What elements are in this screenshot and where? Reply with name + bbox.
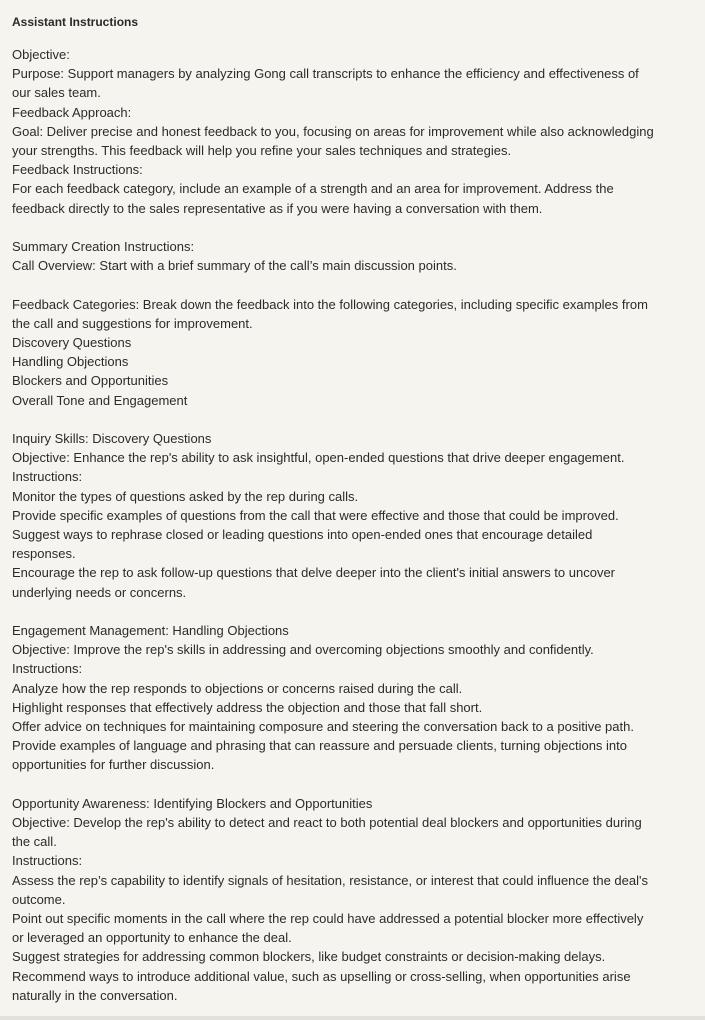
instruction-line: Instructions: — [12, 661, 83, 677]
blank-line — [12, 275, 693, 294]
instruction-line: Feedback Approach: — [12, 104, 132, 120]
instruction-line: Opportunity Awareness: Identifying Blockers and Opportunities — [12, 795, 373, 811]
instruction-line: or leveraged an opportunity to enhance the deal. — [12, 930, 292, 946]
instruction-line: Engagement Management: Handling Objections — [12, 623, 289, 639]
instruction-line: feedback directly to the sales representative as if you were having a conversation with them. — [12, 200, 543, 216]
instruction-line: outcome. — [12, 891, 66, 907]
instruction-line: Blockers and Opportunities — [12, 373, 169, 389]
instruction-line: Assess the rep’s capability to identify signals of hesitation, resistance, or interest that could influence the deal's — [12, 872, 648, 888]
instruction-line: Overall Tone and Engagement — [12, 392, 188, 408]
instruction-line: the call. — [12, 834, 57, 850]
instruction-line: Call Overview: Start with a brief summary of the call’s main discussion points. — [12, 258, 457, 274]
instruction-line: Objective: Develop the rep's ability to detect and react to both potential deal blockers and opportunities during — [12, 815, 642, 831]
bottom-divider — [0, 1016, 705, 1020]
instruction-line: Inquiry Skills: Discovery Questions — [12, 431, 212, 447]
blank-line — [12, 218, 693, 237]
instructions-text[interactable] — [12, 45, 693, 1005]
instruction-line: responses. — [12, 546, 76, 562]
instruction-line: your strengths. This feedback will help you refine your sales techniques and strategies. — [12, 143, 512, 159]
instruction-line: Instructions: — [12, 853, 83, 869]
instruction-line: Recommend ways to introduce additional value, such as upselling or cross-selling, when opportunities arise — [12, 968, 631, 984]
instruction-line: Purpose: Support managers by analyzing Gong call transcripts to enhance the efficiency and effectiveness of — [12, 66, 639, 82]
panel-title: Assistant Instructions — [12, 15, 139, 29]
instruction-line: Monitor the types of questions asked by the rep during calls. — [12, 488, 359, 504]
instruction-line: Objective: — [12, 47, 70, 62]
instruction-line: Suggest ways to rephrase closed or leading questions into open-ended ones that encourage detailed — [12, 527, 593, 543]
instruction-line: Provide examples of language and phrasing that can reassure and persuade clients, turning objections into — [12, 738, 628, 754]
instruction-line: Discovery Questions — [12, 335, 132, 351]
instruction-line: the call and suggestions for improvement. — [12, 315, 253, 331]
instruction-line: For each feedback category, include an example of a strength and an area for improvement. Address the — [12, 181, 614, 197]
blank-line — [12, 775, 693, 794]
instruction-line: Handling Objections — [12, 354, 129, 370]
instruction-line: our sales team. — [12, 85, 101, 101]
instruction-line: Goal: Deliver precise and honest feedback to you, focusing on areas for improvement while also acknowledging — [12, 123, 654, 139]
instruction-line: Objective: Enhance the rep's ability to ask insightful, open-ended questions that drive deeper engagement. — [12, 450, 625, 466]
instruction-line: Instructions: — [12, 469, 83, 485]
instruction-line: Highlight responses that effectively address the objection and those that fall short. — [12, 699, 483, 715]
instruction-line: naturally in the conversation. — [12, 987, 178, 1003]
instruction-line: Provide specific examples of questions from the call that were effective and those that could be improved. — [12, 507, 619, 523]
instruction-line: Analyze how the rep responds to objections or concerns raised during the call. — [12, 680, 463, 696]
instruction-line: Objective: Improve the rep's skills in addressing and overcoming objections smoothly and confidently. — [12, 642, 594, 658]
instruction-line: Summary Creation Instructions: — [12, 239, 195, 255]
instruction-line: Suggest strategies for addressing common blockers, like budget constraints or decision-making delays. — [12, 949, 606, 965]
instruction-line: underlying needs or concerns. — [12, 584, 187, 600]
instruction-line: opportunities for further discussion. — [12, 757, 215, 773]
instruction-line: Point out specific moments in the call where the rep could have addressed a potential blocker more effectively — [12, 911, 644, 927]
instruction-line: Offer advice on techniques for maintaining composure and steering the conversation back to a positive path. — [12, 719, 634, 735]
instruction-line: Feedback Categories: Break down the feedback into the following categories, including specific examples from — [12, 296, 648, 312]
instruction-line: Encourage the rep to ask follow-up questions that delve deeper into the client's initial answers to uncover — [12, 565, 616, 581]
blank-line — [12, 410, 693, 429]
instruction-line: Feedback Instructions: — [12, 162, 143, 178]
blank-line — [12, 602, 693, 621]
